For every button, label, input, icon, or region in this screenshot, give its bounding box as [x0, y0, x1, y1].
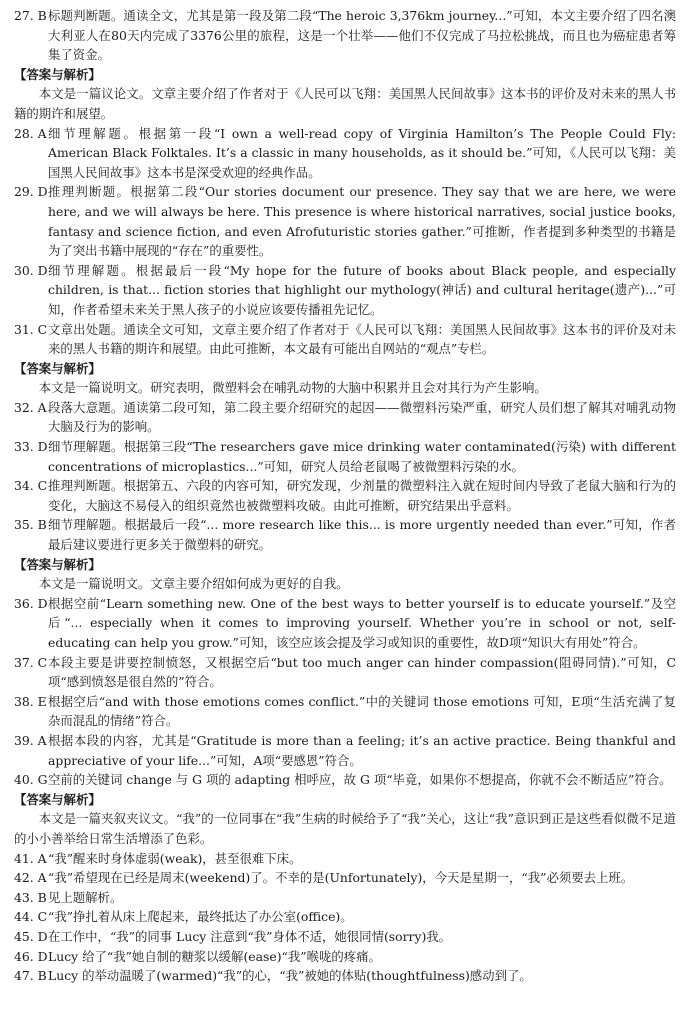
- section-header: 【答案与解析】: [14, 66, 101, 82]
- answer-explanation: 根据本段的内容，尤其是“Gratitude is more than a feeling; it’s an active practice. Being thankful and appreciative of your life...”可知，A项“要感恩”符合。: [48, 732, 676, 768]
- answer-explanation: 根据空前“Learn something new. One of the best ways to better yourself is to educate yourself.”及空后“... especially when it comes to improving yourself. Whether you’re in school or not, self-educating can help you grow.”可知，该空应该会提及学习或知识的重要性，故D项“知识大有用处”符合。: [48, 595, 676, 650]
- passage-summary: 本文是一篇议论文。文章主要介绍了作者对于《人民可以飞翔：美国黑人民间故事》这本书的评价及对未来的黑人书籍的期许和展望。: [14, 86, 676, 121]
- answer-number: 33. D: [14, 439, 48, 455]
- answer-number: 36. D: [14, 595, 48, 611]
- answer-explanation: 细节理解题。根据第一段“I own a well-read copy of Virginia Hamilton’s The People Could Fly: American Black Folktales. It’s a classic in many households, as it should be.”可知，《人民可以飞翔：美国黑人民间故事》这本书是深受欢迎的经典作品。: [48, 125, 676, 180]
- answer-number: 42. A: [14, 870, 47, 886]
- answer-number: 41. A: [14, 850, 47, 866]
- answer-item: [14, 927, 676, 947]
- answer-number: 29. D: [14, 184, 48, 200]
- answer-item: [14, 692, 676, 731]
- answer-number: 28. A: [14, 125, 47, 141]
- answer-number: 44. C: [14, 909, 48, 925]
- answer-item: [14, 437, 676, 476]
- passage-summary: 本文是一篇夹叙夹议文。“我”的一位同事在“我”生病的时候给予了“我”关心，这让“我”意识到正是这些看似微不足道的小小善举给日常生活增添了色彩。: [14, 811, 676, 846]
- answer-explanation: 根据空后“and with those emotions comes conflict.”中的关键词 those emotions 可知，E项“生活充满了复杂而混乱的情绪”符合。: [48, 693, 676, 729]
- answer-explanation: 段落大意题。通读第二段可知，第二段主要介绍研究的起因——微塑料污染严重，研究人员们想了解其对哺乳动物大脑及行为的影响。: [48, 399, 676, 435]
- answer-number: 37. C: [14, 654, 48, 670]
- answer-number: 47. B: [14, 968, 47, 984]
- answer-item: [14, 6, 676, 65]
- answer-explanation: 见上题解析。: [48, 889, 123, 905]
- answer-item: [14, 124, 676, 183]
- answer-explanation: 细节理解题。根据第三段“The researchers gave mice drinking water contaminated(污染) with different concentrations of microplastics...”可知，研究人员给老鼠喝了被微塑料污染的水。: [48, 439, 676, 474]
- answer-item: [14, 888, 676, 908]
- answer-item: [14, 947, 676, 967]
- passage-summary: 本文是一篇说明文。文章主要介绍如何成为更好的自我。: [38, 576, 349, 592]
- answer-explanation: “我”挣扎着从床上爬起来，最终抵达了办公室(office)。: [48, 909, 353, 925]
- answer-item: [14, 770, 676, 790]
- answer-explanation: 推理判断题。根据第五、六段的内容可知，研究发现，少剂量的微塑料注入就在短时间内导致了老鼠大脑和行为的变化，大脑这不易侵入的组织竟然也被微塑料攻破。由此可推断，研究结果出乎意料。: [48, 478, 676, 513]
- answer-explanation: 本段主要是讲要控制愤怒，又根据空后“but too much anger can hinder compassion(阻碍同情).”可知，C项“感到愤怒是很自然的”符合。: [48, 654, 676, 690]
- answer-explanation: 细节理解题。根据最后一段“... more research like this... is more urgently needed than ever.”可知，作者最后建议要进行更多关于微塑料的研究。: [48, 517, 676, 553]
- section-header: 【答案与解析】: [14, 556, 101, 572]
- answer-number: 38. E: [14, 693, 47, 709]
- answer-explanation: 推理判断题。根据第二段“Our stories document our presence. They say that we are here, we were here, and we will always be here. This presence is where historical narratives, social justice books, fantasy and science fiction, and even Afrofuturistic stories gather.”可推断，作者提到多种类型的书籍是为了突出书籍中展现的“存在”的重要性。: [48, 184, 676, 259]
- answer-explanation: 空前的关键词 change 与 G 项的 adapting 相呼应，故 G 项“毕竟，如果你不想提高，你就不会不断适应”符合。: [48, 772, 672, 788]
- section-header: 【答案与解析】: [14, 791, 101, 807]
- answer-number: 43. B: [14, 889, 47, 905]
- answer-explanation: Lucy 给了“我”她自制的糖浆以缓解(ease)“我”喉咙的疼痛。: [48, 948, 381, 964]
- answer-item: [14, 515, 676, 554]
- answer-item: [14, 868, 676, 888]
- answer-number: 45. D: [14, 928, 48, 944]
- answer-number: 39. A: [14, 732, 47, 748]
- answer-item: [14, 261, 676, 320]
- answer-item: [14, 476, 676, 515]
- answer-number: 35. B: [14, 517, 47, 533]
- answer-item: [14, 182, 676, 260]
- section-header: 【答案与解析】: [14, 360, 101, 376]
- answer-number: 34. C: [14, 478, 48, 494]
- answer-item: [14, 907, 676, 927]
- answer-item: [14, 320, 676, 359]
- passage-summary: 本文是一篇说明文。研究表明，微塑料会在哺乳动物的大脑中积累并且会对其行为产生影响。: [38, 380, 547, 396]
- answer-item: [14, 653, 676, 692]
- answer-item: [14, 849, 676, 869]
- answer-item: [14, 398, 676, 437]
- answer-number: 30. D: [14, 262, 48, 278]
- answer-number: 32. A: [14, 399, 47, 415]
- answer-explanation: “我”希望现在已经是周末(weekend)了。不幸的是(Unfortunately)，今天是星期一，“我”必须要去上班。: [48, 870, 634, 886]
- answer-explanation: 在工作中，“我”的同事 Lucy 注意到“我”身体不适，她很同情(sorry)我。: [48, 928, 452, 944]
- answer-explanation: 文章出处题。通读全文可知，文章主要介绍了作者对于《人民可以飞翔：美国黑人民间故事》这本书的评价及对未来的黑人书籍的期许和展望。由此可推断，本文最有可能出自网站的“观点”专栏。: [48, 321, 676, 357]
- answer-explanation: 细节理解题。根据最后一段“My hope for the future of books about Black people, and especially children, is that... fiction stories that highlight our mythology(神话) and cultural heritage(遗产)...”可知，作者希望未来关于黑人孩子的小说应该要传播祖先记忆。: [48, 262, 676, 317]
- answer-item: [14, 966, 676, 986]
- answer-explanation: Lucy 的举动温暖了(warmed)“我”的心，“我”被她的体贴(thoughtfulness)感动到了。: [48, 968, 532, 984]
- answer-explanation: “我”醒来时身体虚弱(weak)，甚至很难下床。: [48, 850, 302, 866]
- answer-explanation: 标题判断题。通读全文，尤其是第一段及第二段“The heroic 3,376km journey...”可知，本文主要介绍了四名澳大利亚人在80天内完成了3376公里的旅程，这是一个壮举——他们不仅完成了马拉松挑战，而且也为癌症患者筹集了资金。: [48, 8, 676, 63]
- answer-number: 31. C: [14, 321, 48, 337]
- answer-item: [14, 731, 676, 770]
- answer-number: 40. G: [14, 772, 48, 788]
- answer-number: 46. D: [14, 948, 48, 964]
- answer-item: [14, 594, 676, 653]
- answer-number: 27. B: [14, 8, 47, 23]
